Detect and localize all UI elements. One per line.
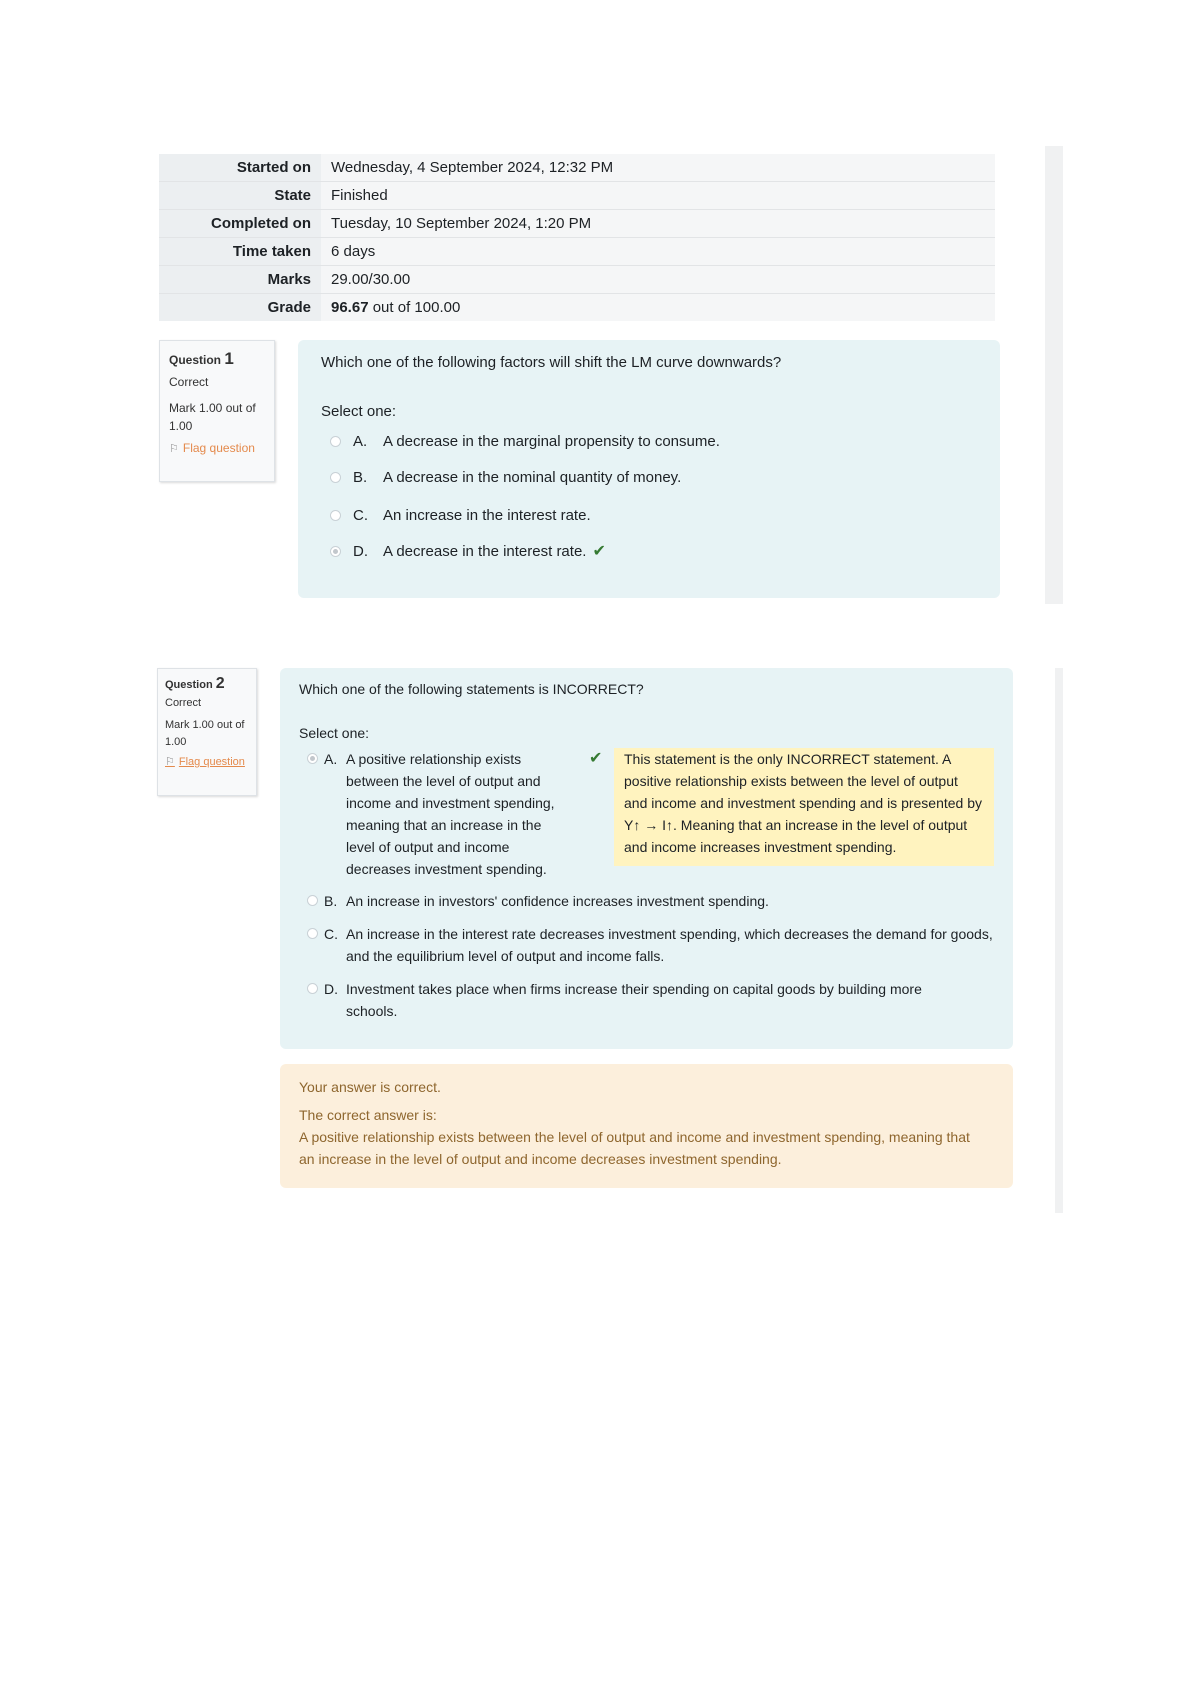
radio-button[interactable] bbox=[307, 895, 318, 906]
question-2-outcome bbox=[280, 1064, 1013, 1188]
answer-option-d[interactable] bbox=[330, 541, 606, 563]
answer-option-d[interactable] bbox=[307, 978, 976, 1022]
grade-score: 96.67 bbox=[331, 299, 369, 316]
answer-letter: B. bbox=[324, 893, 338, 909]
question-2-info bbox=[157, 668, 257, 796]
answer-option-c[interactable] bbox=[330, 505, 591, 527]
correct-check-icon: ✔ bbox=[589, 750, 603, 767]
scrollbar-track[interactable] bbox=[1055, 668, 1063, 1213]
answer-option-a[interactable] bbox=[330, 431, 720, 453]
question-number: Question 2 bbox=[165, 675, 225, 692]
radio-button[interactable] bbox=[307, 983, 318, 994]
answer-option-b[interactable] bbox=[330, 467, 681, 489]
attempt-summary-table bbox=[159, 154, 995, 321]
answer-text: A positive relationship exists between the level of output and income and investment spending, meaning that an increase in the level of output and income decreases investment spending. bbox=[346, 751, 555, 877]
radio-button-selected[interactable] bbox=[330, 546, 341, 557]
question-text: Which one of the following statements is INCORRECT? bbox=[299, 681, 644, 697]
flag-icon: ⚐ bbox=[165, 756, 175, 768]
question-mark: Mark 1.00 out of 1.00 bbox=[169, 401, 256, 433]
question-number: Question 1 bbox=[169, 349, 234, 368]
answer-text: Investment takes place when firms increase their spending on capital goods by building more schools. bbox=[346, 981, 922, 1019]
summary-value: Wednesday, 4 September 2024, 12:32 PM bbox=[321, 154, 995, 181]
question-text: Which one of the following factors will shift the LM curve downwards? bbox=[321, 354, 782, 371]
correct-answer-text: A positive relationship exists between the level of output and income and investment spending, meaning that an increase in the level of output and income decreases investment spending. bbox=[299, 1129, 970, 1167]
flag-question-link[interactable]: ⚐ Flag question bbox=[169, 441, 255, 455]
answer-option-c[interactable] bbox=[307, 923, 996, 967]
answer-letter: D. bbox=[324, 981, 338, 997]
summary-row-started bbox=[159, 154, 995, 182]
select-one-label: Select one: bbox=[321, 403, 397, 420]
summary-value: 6 days bbox=[321, 238, 995, 265]
answer-letter: D. bbox=[353, 543, 368, 560]
answer-letter: A. bbox=[353, 433, 368, 450]
radio-button[interactable] bbox=[330, 472, 341, 483]
your-answer-status: Your answer is correct. bbox=[299, 1079, 441, 1095]
grade-out-of: out of 100.00 bbox=[368, 299, 461, 316]
flag-icon: ⚐ bbox=[169, 443, 179, 455]
question-1-info bbox=[159, 340, 275, 482]
summary-value: Tuesday, 10 September 2024, 1:20 PM bbox=[321, 210, 995, 237]
summary-value bbox=[321, 294, 995, 321]
answer-option-a[interactable] bbox=[307, 748, 602, 880]
summary-value: Finished bbox=[321, 182, 995, 209]
summary-label: Time taken bbox=[159, 238, 321, 265]
flag-question-link[interactable]: ⚐ Flag question bbox=[165, 756, 245, 768]
answer-text: A decrease in the nominal quantity of money. bbox=[383, 469, 682, 486]
summary-label: Completed on bbox=[159, 210, 321, 237]
summary-label: Marks bbox=[159, 266, 321, 293]
summary-row-marks bbox=[159, 266, 995, 294]
answer-text: A decrease in the marginal propensity to consume. bbox=[383, 433, 720, 450]
answer-text: An increase in the interest rate. bbox=[383, 507, 591, 524]
summary-label: State bbox=[159, 182, 321, 209]
summary-row-time-taken bbox=[159, 238, 995, 266]
radio-button-selected[interactable] bbox=[307, 753, 318, 764]
correct-check-icon: ✔ bbox=[592, 543, 606, 560]
question-state: Correct bbox=[169, 375, 209, 389]
answer-text: An increase in investors' confidence increases investment spending. bbox=[346, 893, 769, 909]
radio-button[interactable] bbox=[330, 436, 341, 447]
radio-button[interactable] bbox=[330, 510, 341, 521]
scrollbar-track[interactable] bbox=[1045, 146, 1063, 604]
summary-row-state bbox=[159, 182, 995, 210]
question-state: Correct bbox=[165, 697, 202, 709]
question-mark: Mark 1.00 out of 1.00 bbox=[165, 719, 245, 748]
radio-button[interactable] bbox=[307, 928, 318, 939]
summary-value: 29.00/30.00 bbox=[321, 266, 995, 293]
answer-letter: C. bbox=[324, 926, 338, 942]
answer-letter: C. bbox=[353, 507, 368, 524]
correct-answer-label: The correct answer is: bbox=[299, 1107, 437, 1123]
answer-option-b[interactable] bbox=[307, 890, 769, 912]
specific-feedback: This statement is the only INCORRECT statement. A positive relationship exists between the level of output and income and investment spending and is presented by Y↑ → I↑. Meaning that an increase in the level of output and income increases investment spending. bbox=[614, 748, 994, 866]
answer-letter: A. bbox=[324, 751, 338, 767]
answer-text: A decrease in the interest rate. bbox=[383, 543, 587, 560]
summary-label: Started on bbox=[159, 154, 321, 181]
summary-label: Grade bbox=[159, 294, 321, 321]
answer-letter: B. bbox=[353, 469, 368, 486]
summary-row-completed bbox=[159, 210, 995, 238]
answer-text: An increase in the interest rate decreases investment spending, which decreases the demand for goods, and the equilibrium level of output and income falls. bbox=[346, 926, 993, 964]
select-one-label: Select one: bbox=[299, 725, 370, 741]
summary-row-grade bbox=[159, 294, 995, 321]
